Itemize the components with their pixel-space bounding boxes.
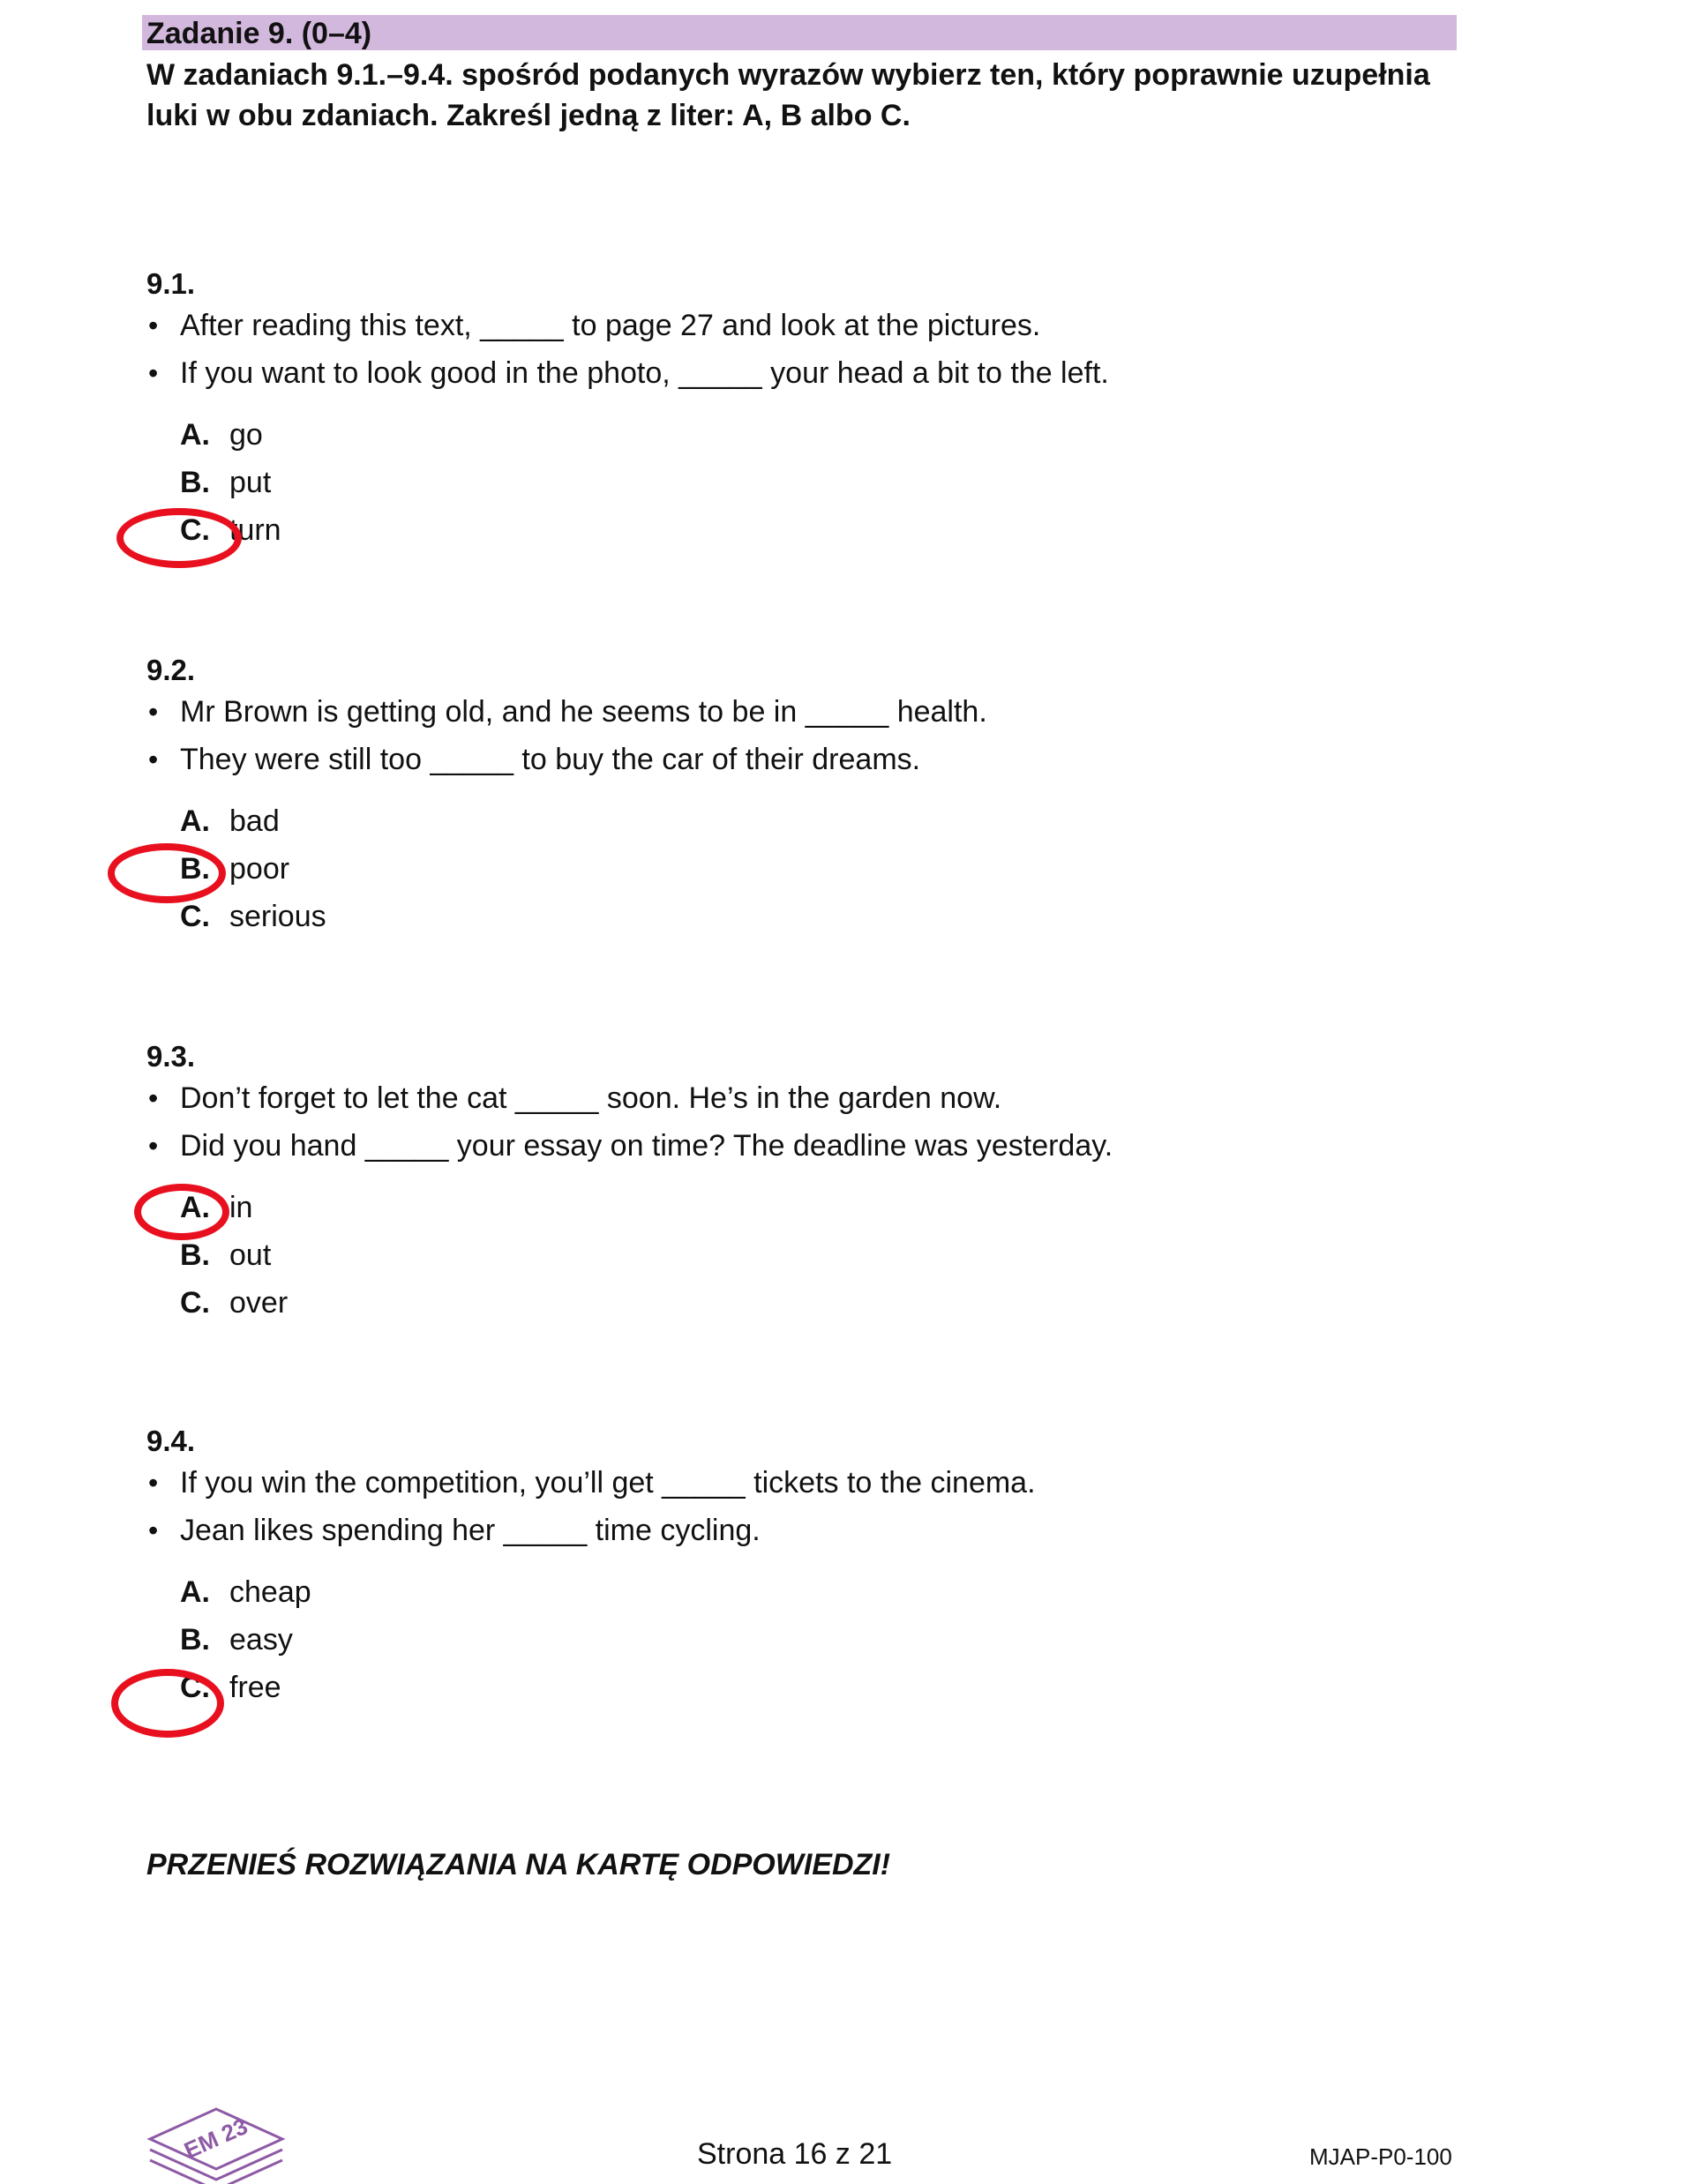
options-list	[146, 1568, 1470, 1711]
logo-text: EM 23	[180, 2113, 252, 2165]
option-letter: B.	[180, 852, 210, 886]
sentence-2: • Did you hand _____ your essay on time? The deadline was yesterday.	[146, 1122, 1470, 1170]
option-text: easy	[229, 1623, 293, 1657]
sentence-1: • Mr Brown is getting old, and he seems to be in _____ health.	[146, 688, 1470, 736]
option-text: turn	[229, 513, 281, 547]
option-letter: C.	[180, 513, 210, 547]
option-text: cheap	[229, 1575, 311, 1609]
option-letter: A.	[180, 804, 210, 838]
task-title: Zadanie 9. (0–4)	[146, 17, 372, 50]
option-b[interactable]	[146, 1616, 1470, 1664]
answer-circle-9-1	[116, 508, 242, 568]
option-b[interactable]	[146, 1231, 1470, 1279]
option-text: over	[229, 1286, 289, 1320]
option-text: in	[229, 1191, 253, 1224]
option-letter: B.	[180, 1623, 210, 1657]
answer-circle-9-2	[108, 843, 226, 903]
option-letter: C.	[180, 1286, 210, 1320]
page-number: Strona 16 z 21	[697, 2137, 893, 2171]
option-text: go	[229, 418, 263, 452]
option-letter: B.	[180, 1238, 210, 1272]
option-c[interactable]	[146, 506, 1470, 554]
option-letter: A.	[180, 1575, 210, 1609]
option-text: bad	[229, 804, 280, 838]
task-number: 9.1.	[146, 267, 196, 300]
option-b[interactable]	[146, 845, 1470, 893]
option-text: serious	[229, 900, 326, 933]
sentence-2: • Jean likes spending her _____ time cycling.	[146, 1507, 1470, 1554]
option-a[interactable]	[146, 411, 1470, 459]
option-text: out	[229, 1238, 272, 1272]
options-list	[146, 411, 1470, 554]
option-a[interactable]	[146, 797, 1470, 845]
option-text: free	[229, 1671, 281, 1704]
task-instruction: W zadaniach 9.1.–9.4. spośród podanych wyrazów wybierz ten, który poprawnie uzupełnia luki w obu zdaniach. Zakreśl jedną z liter: A, B albo C.	[146, 58, 1430, 132]
option-letter: B.	[180, 466, 210, 499]
task-number: 9.4.	[146, 1425, 196, 1457]
option-text: put	[229, 466, 272, 499]
task-9-4	[146, 1424, 1470, 1711]
task-9-1	[146, 266, 1470, 554]
option-letter: C.	[180, 1671, 210, 1704]
task-number: 9.3.	[146, 1040, 196, 1073]
sentence-1: • After reading this text, _____ to page 27 and look at the pictures.	[146, 302, 1470, 349]
answer-circle-9-4	[111, 1669, 224, 1738]
option-c[interactable]	[146, 1279, 1470, 1327]
option-text: poor	[229, 852, 290, 886]
task-number: 9.2.	[146, 654, 196, 686]
option-letter: A.	[180, 1191, 210, 1224]
sentence-2: • They were still too _____ to buy the car of their dreams.	[146, 736, 1470, 783]
option-b[interactable]	[146, 459, 1470, 506]
sentence-1: • Don’t forget to let the cat _____ soon. He’s in the garden now.	[146, 1074, 1470, 1122]
sentence-2: • If you want to look good in the photo, _____ your head a bit to the left.	[146, 349, 1470, 397]
sentence-1: • If you win the competition, you’ll get _____ tickets to the cinema.	[146, 1459, 1470, 1507]
option-c[interactable]	[146, 1664, 1470, 1711]
options-list	[146, 1184, 1470, 1327]
answer-circle-9-3	[134, 1184, 229, 1240]
option-letter: A.	[180, 418, 210, 452]
options-list	[146, 797, 1470, 940]
task-9-3	[146, 1039, 1470, 1327]
option-a[interactable]	[146, 1184, 1470, 1231]
cke-logo-icon	[141, 2104, 291, 2184]
exam-code: MJAP-P0-100	[1309, 2143, 1452, 2170]
option-letter: C.	[180, 900, 210, 933]
option-c[interactable]	[146, 893, 1470, 940]
option-a[interactable]	[146, 1568, 1470, 1616]
transfer-note: PRZENIEŚ ROZWIĄZANIA NA KARTĘ ODPOWIEDZI!	[146, 1848, 891, 1881]
task-9-2	[146, 653, 1470, 940]
